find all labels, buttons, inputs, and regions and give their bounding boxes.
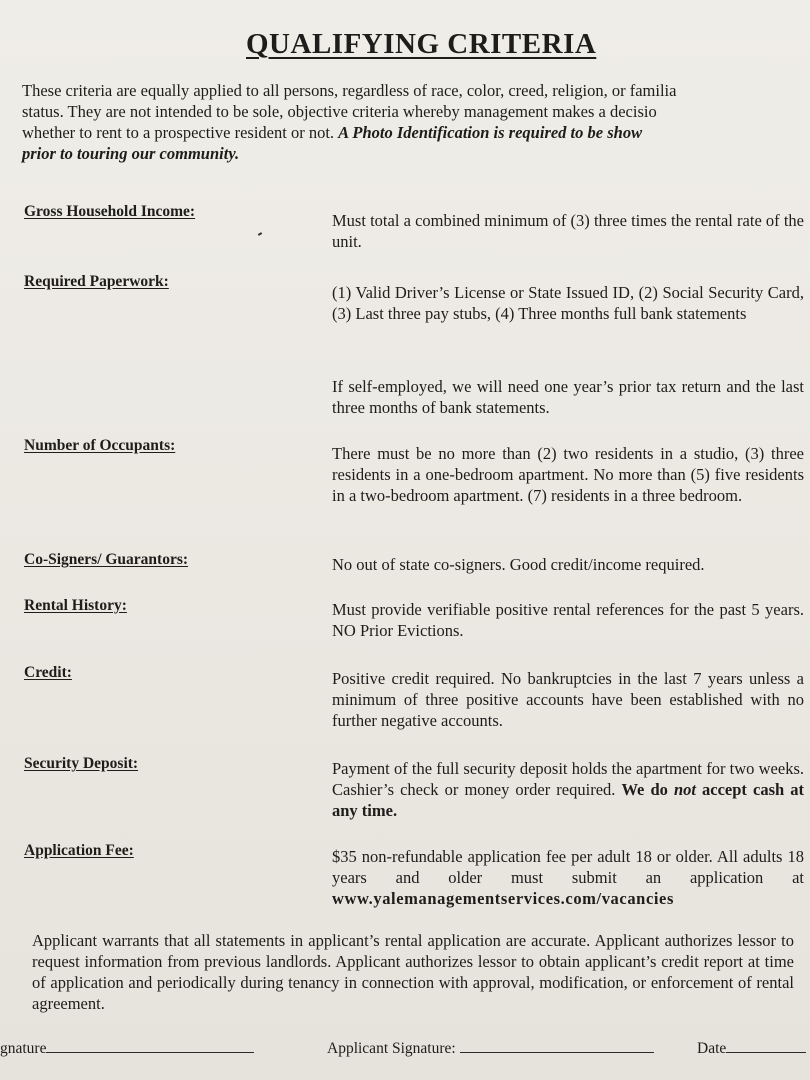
label-gross-household-income: Gross Household Income: bbox=[24, 203, 196, 220]
desc-application-fee bbox=[332, 846, 804, 909]
date-label: Date bbox=[697, 1040, 727, 1057]
vacancies-url: www.yalemanagementservices.com/vacancies bbox=[332, 889, 675, 908]
pen-mark bbox=[258, 232, 262, 236]
label-application-fee: Application Fee: bbox=[24, 842, 134, 859]
desc-number-of-occupants: There must be no more than (2) two residents in a studio, (3) three residents in a one-bedroom apartment. No more than (5) five residents in a two-bedroom apartment. (7) residents in a three bedroom. bbox=[332, 444, 804, 505]
intro-paragraph bbox=[22, 80, 810, 164]
signature-left-label: gnature bbox=[0, 1040, 47, 1057]
applicant-signature bbox=[327, 1038, 654, 1058]
intro-line-2: status. They are not intended to be sole, objective criteria whereby management makes a decisio bbox=[22, 102, 657, 121]
deposit-text: Payment of the full security deposit holds the apartment for two weeks. Cashier’s check or money order required. bbox=[332, 759, 804, 799]
label-credit: Credit: bbox=[24, 664, 72, 681]
desc-rental-history: Must provide verifiable positive rental references for the past 5 years. NO Prior Evictions. bbox=[332, 600, 804, 640]
date-line[interactable] bbox=[726, 1038, 806, 1053]
applicant-signature-label: Applicant Signature: bbox=[327, 1040, 456, 1057]
deposit-warning-2: accept cash at any time. bbox=[332, 780, 804, 820]
intro-line-3 bbox=[22, 122, 810, 143]
photo-id-notice: A Photo Identification is required to be show bbox=[338, 123, 643, 142]
desc-required-paperwork: (1) Valid Driver’s License or State Issued ID, (2) Social Security Card, (3) Last three pay stubs, (4) Three months full bank statements bbox=[332, 283, 804, 323]
fee-text: $35 non-refundable application fee per adult 18 or older. All adults 18 years and older must submit an application at bbox=[332, 847, 804, 887]
signature-left-line[interactable] bbox=[46, 1038, 254, 1053]
intro-line-1: These criteria are equally applied to all persons, regardless of race, color, creed, religion, or familia bbox=[22, 81, 677, 100]
deposit-warning-not: not bbox=[673, 780, 696, 799]
desc-co-signers: No out of state co-signers. Good credit/income required. bbox=[332, 555, 705, 574]
intro-line-4 bbox=[22, 143, 810, 164]
intro-line-3-plain: whether to rent to a prospective resident or not. bbox=[22, 123, 339, 142]
label-co-signers: Co-Signers/ Guarantors: bbox=[24, 551, 189, 568]
label-security-deposit: Security Deposit: bbox=[24, 755, 139, 772]
label-rental-history: Rental History: bbox=[24, 597, 127, 614]
applicant-signature-line[interactable] bbox=[460, 1038, 654, 1053]
desc-security-deposit bbox=[332, 758, 804, 821]
label-number-of-occupants: Number of Occupants: bbox=[24, 437, 176, 454]
desc-gross-household-income: Must total a combined minimum of (3) three times the rental rate of the unit. bbox=[332, 211, 804, 251]
page-title: QUALIFYING CRITERIA bbox=[246, 28, 597, 60]
date-field bbox=[697, 1038, 806, 1058]
label-required-paperwork: Required Paperwork: bbox=[24, 273, 169, 290]
photo-id-notice-cont: prior to touring our community. bbox=[22, 144, 240, 163]
desc-credit: Positive credit required. No bankruptcies in the last 7 years unless a minimum of three positive accounts have been established with no further negative accounts. bbox=[332, 669, 804, 730]
signature-left bbox=[0, 1038, 254, 1058]
desc-self-employed: If self-employed, we will need one year’s prior tax return and the last three months of bank statements. bbox=[332, 377, 804, 417]
applicant-warrant-paragraph: Applicant warrants that all statements in applicant’s rental application are accurate. Applicant authorizes lessor to request information from previous landlords. Applicant authorizes lessor to obtain applicant’s credit report at time of application and periodically during tenancy in connection with approval, modification, or enforcement of rental agreement. bbox=[32, 931, 794, 1013]
deposit-warning-1: We do bbox=[621, 780, 674, 799]
